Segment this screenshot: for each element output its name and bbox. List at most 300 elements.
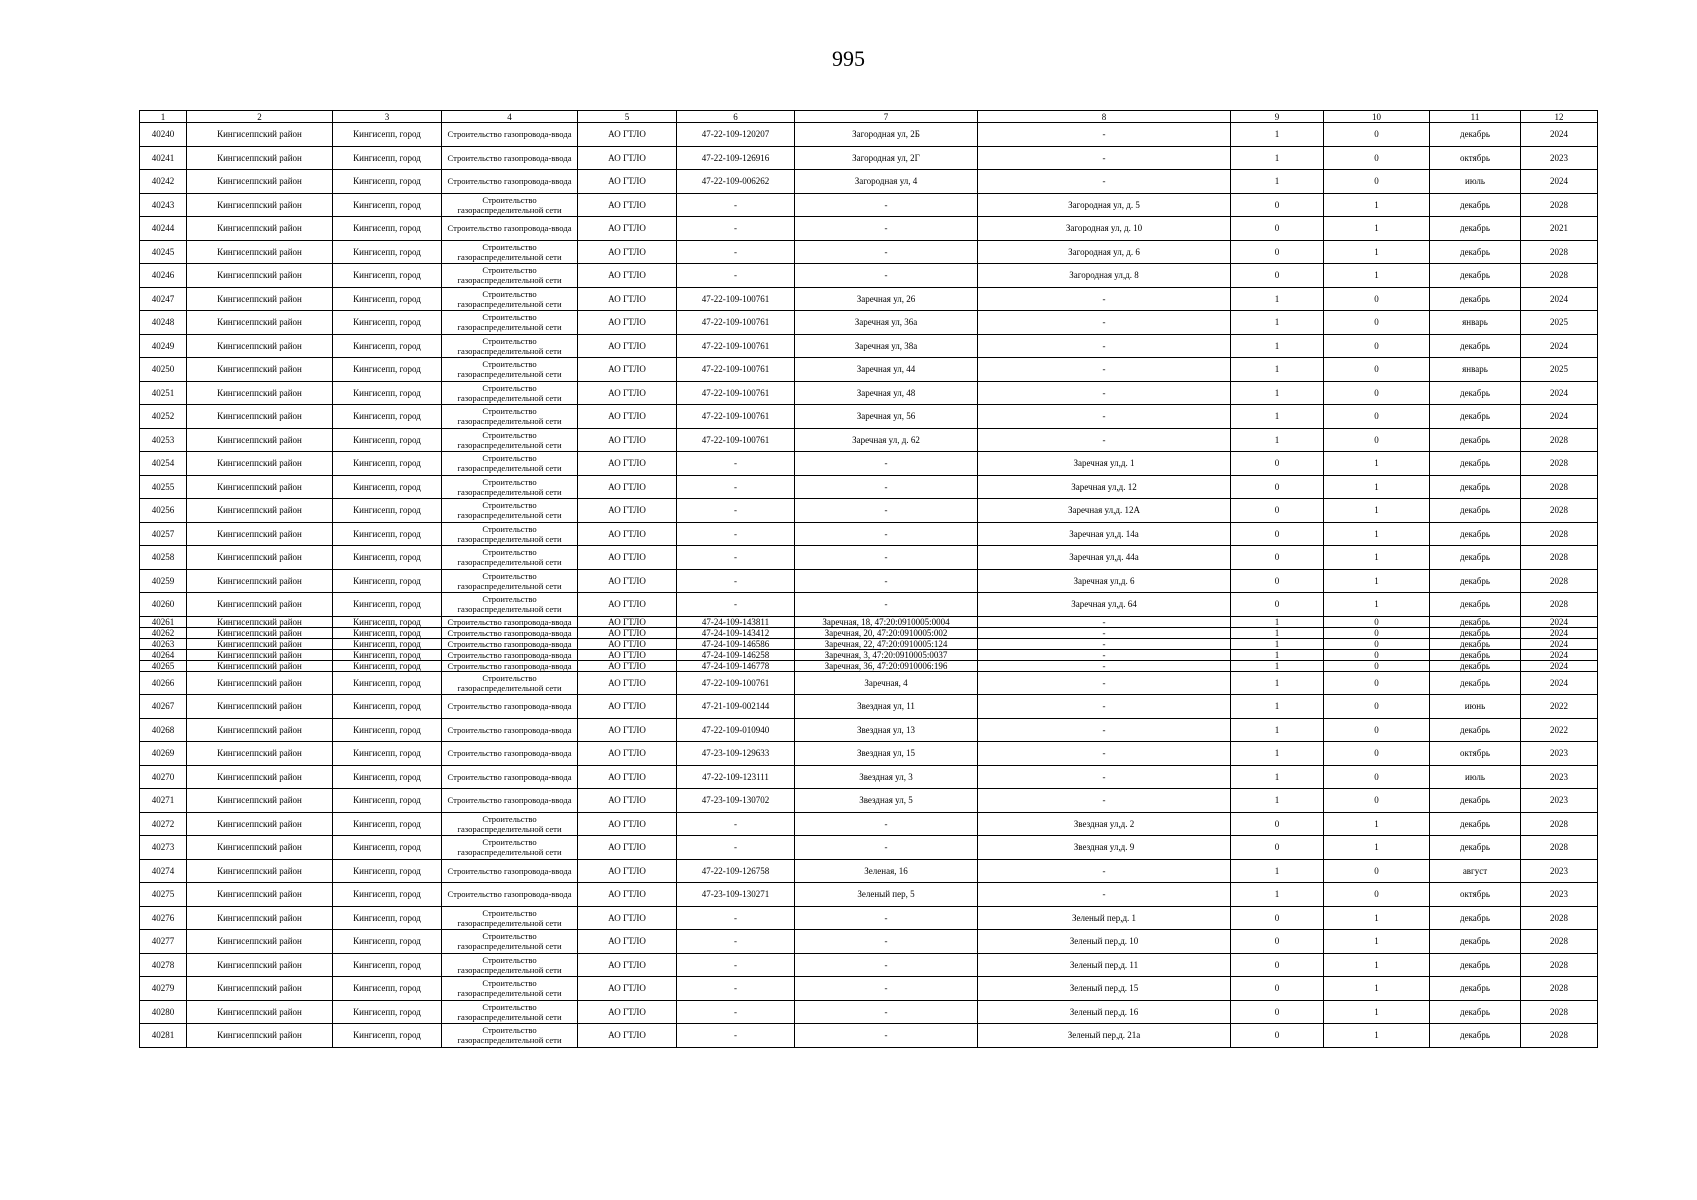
table-cell-col-4: Строительство газораспределительной сети [442,906,578,930]
table-cell-col-2: Кингисеппский район [187,311,333,335]
table-row [140,405,1598,429]
table-cell-col-4: Строительство газораспределительной сети [442,452,578,476]
table-cell-col-3: Кингисепп, город [333,170,442,194]
table-cell-col-9: 1 [1231,638,1324,649]
table-cell-col-8: - [978,428,1231,452]
table-cell-col-12: 2028 [1521,452,1598,476]
table-cell-col-10: 1 [1324,264,1430,288]
table-cell-col-4: Строительство газораспределительной сети [442,812,578,836]
table-cell-col-1: 40273 [140,836,187,860]
table-cell-col-11: декабрь [1430,930,1521,954]
table-cell-col-11: декабрь [1430,217,1521,241]
table-cell-col-6: 47-23-109-129633 [677,742,795,766]
table-cell-col-5: АО ГТЛО [578,638,677,649]
table-cell-col-12: 2028 [1521,593,1598,617]
table-cell-col-5: АО ГТЛО [578,649,677,660]
table-cell-col-9: 0 [1231,930,1324,954]
table-cell-col-5: АО ГТЛО [578,522,677,546]
table-cell-col-12: 2024 [1521,660,1598,671]
table-cell-col-9: 0 [1231,977,1324,1001]
table-cell-col-3: Кингисепп, город [333,593,442,617]
table-cell-col-7: Заречная, 22, 47:20:0910005:124 [795,638,978,649]
table-cell-col-1: 40250 [140,358,187,382]
table-cell-col-12: 2028 [1521,906,1598,930]
table-row [140,695,1598,719]
table-cell-col-3: Кингисепп, город [333,522,442,546]
table-cell-col-11: декабрь [1430,1000,1521,1024]
table-cell-col-9: 1 [1231,405,1324,429]
table-cell-col-5: АО ГТЛО [578,1000,677,1024]
table-cell-col-6: 47-24-109-143811 [677,616,795,627]
table-cell-col-12: 2022 [1521,718,1598,742]
table-cell-col-3: Кингисепп, город [333,381,442,405]
table-cell-col-10: 0 [1324,428,1430,452]
table-cell-col-12: 2022 [1521,695,1598,719]
table-cell-col-5: АО ГТЛО [578,146,677,170]
table-row [140,1024,1598,1048]
table-cell-col-1: 40265 [140,660,187,671]
table-cell-col-1: 40248 [140,311,187,335]
table-row [140,883,1598,907]
table-cell-col-7: - [795,569,978,593]
table-cell-col-1: 40271 [140,789,187,813]
table-cell-col-10: 0 [1324,638,1430,649]
table-cell-col-10: 1 [1324,546,1430,570]
table-cell-col-6: 47-22-109-120207 [677,123,795,147]
table-cell-col-8: Зеленый пер,д. 1 [978,906,1231,930]
table-cell-col-2: Кингисеппский район [187,428,333,452]
table-cell-col-11: декабрь [1430,240,1521,264]
table-cell-col-5: АО ГТЛО [578,240,677,264]
table-cell-col-8: - [978,883,1231,907]
table-cell-col-6: 47-22-109-123111 [677,765,795,789]
table-cell-col-6: - [677,475,795,499]
table-cell-col-6: 47-22-109-100761 [677,334,795,358]
table-cell-col-12: 2028 [1521,499,1598,523]
table-cell-col-6: 47-21-109-002144 [677,695,795,719]
table-cell-col-10: 1 [1324,930,1430,954]
table-cell-col-4: Строительство газораспределительной сети [442,1024,578,1048]
table-cell-col-8: - [978,718,1231,742]
table-cell-col-1: 40258 [140,546,187,570]
table-cell-col-7: Заречная, 4 [795,671,978,695]
table-cell-col-3: Кингисепп, город [333,146,442,170]
table-cell-col-2: Кингисеппский район [187,977,333,1001]
table-cell-col-6: 47-22-109-100761 [677,358,795,382]
table-cell-col-2: Кингисеппский район [187,593,333,617]
table-cell-col-10: 0 [1324,859,1430,883]
table-row [140,953,1598,977]
table-cell-col-12: 2024 [1521,627,1598,638]
table-cell-col-9: 1 [1231,742,1324,766]
table-cell-col-4: Строительство газопровода-ввода [442,123,578,147]
table-cell-col-6: - [677,217,795,241]
table-cell-col-8: Зеленый пер,д. 10 [978,930,1231,954]
table-cell-col-8: Загородная ул, д. 6 [978,240,1231,264]
table-cell-col-12: 2028 [1521,264,1598,288]
table-cell-col-7: Загородная ул, 2Б [795,123,978,147]
table-cell-col-10: 1 [1324,977,1430,1001]
table-cell-col-12: 2028 [1521,1000,1598,1024]
table-cell-col-8: Заречная ул,д. 1 [978,452,1231,476]
table-header-row [140,111,1598,123]
table-row [140,836,1598,860]
table-row [140,522,1598,546]
table-cell-col-10: 0 [1324,146,1430,170]
table-cell-col-5: АО ГТЛО [578,499,677,523]
table-cell-col-2: Кингисеппский район [187,812,333,836]
table-cell-col-4: Строительство газопровода-ввода [442,718,578,742]
table-cell-col-4: Строительство газораспределительной сети [442,1000,578,1024]
table-cell-col-6: 47-22-109-100761 [677,287,795,311]
table-row [140,859,1598,883]
table-cell-col-5: АО ГТЛО [578,742,677,766]
table-row [140,193,1598,217]
table-row [140,649,1598,660]
table-cell-col-11: январь [1430,358,1521,382]
table-cell-col-11: декабрь [1430,475,1521,499]
table-cell-col-9: 1 [1231,883,1324,907]
table-row [140,240,1598,264]
table-cell-col-4: Строительство газопровода-ввода [442,859,578,883]
table-cell-col-9: 1 [1231,428,1324,452]
table-cell-col-3: Кингисепп, город [333,405,442,429]
table-row [140,660,1598,671]
table-cell-col-7: Заречная, 18, 47:20:0910005:0004 [795,616,978,627]
table-cell-col-3: Кингисепп, город [333,475,442,499]
table-cell-col-3: Кингисепп, город [333,718,442,742]
table-cell-col-11: июнь [1430,695,1521,719]
table-cell-col-2: Кингисеппский район [187,930,333,954]
table-cell-col-7: - [795,217,978,241]
table-cell-col-8: Звездная ул,д. 2 [978,812,1231,836]
table-cell-col-10: 1 [1324,217,1430,241]
table-cell-col-6: - [677,812,795,836]
table-cell-col-7: Загородная ул, 2Г [795,146,978,170]
table-cell-col-7: - [795,953,978,977]
table-cell-col-2: Кингисеппский район [187,660,333,671]
data-table [139,110,1598,1048]
table-cell-col-2: Кингисеппский район [187,953,333,977]
table-cell-col-8: Зеленый пер,д. 15 [978,977,1231,1001]
table-cell-col-7: Заречная ул, 26 [795,287,978,311]
table-cell-col-6: - [677,977,795,1001]
table-row [140,789,1598,813]
table-cell-col-3: Кингисепп, город [333,742,442,766]
column-header-6: 6 [677,111,795,123]
table-cell-col-5: АО ГТЛО [578,381,677,405]
table-cell-col-4: Строительство газораспределительной сети [442,569,578,593]
table-cell-col-7: - [795,812,978,836]
table-cell-col-7: - [795,264,978,288]
table-cell-col-10: 0 [1324,170,1430,194]
table-cell-col-1: 40254 [140,452,187,476]
table-cell-col-6: - [677,1000,795,1024]
table-cell-col-6: - [677,906,795,930]
table-cell-col-4: Строительство газораспределительной сети [442,953,578,977]
table-cell-col-8: Заречная ул,д. 12 [978,475,1231,499]
table-cell-col-7: - [795,193,978,217]
table-cell-col-10: 1 [1324,1024,1430,1048]
table-cell-col-10: 0 [1324,381,1430,405]
table-cell-col-3: Кингисепп, город [333,789,442,813]
table-cell-col-4: Строительство газораспределительной сети [442,475,578,499]
table-cell-col-2: Кингисеппский район [187,240,333,264]
table-cell-col-1: 40244 [140,217,187,241]
column-header-5: 5 [578,111,677,123]
table-cell-col-11: декабрь [1430,836,1521,860]
table-cell-col-8: - [978,649,1231,660]
table-cell-col-3: Кингисепп, город [333,953,442,977]
table-cell-col-6: 47-22-109-126916 [677,146,795,170]
table-cell-col-2: Кингисеппский район [187,718,333,742]
table-row [140,638,1598,649]
table-cell-col-12: 2024 [1521,334,1598,358]
table-cell-col-1: 40274 [140,859,187,883]
table-cell-col-12: 2024 [1521,287,1598,311]
table-cell-col-11: декабрь [1430,428,1521,452]
table-cell-col-7: - [795,906,978,930]
table-cell-col-8: - [978,660,1231,671]
table-cell-col-12: 2023 [1521,742,1598,766]
table-cell-col-8: Заречная ул,д. 64 [978,593,1231,617]
table-cell-col-11: декабрь [1430,649,1521,660]
table-cell-col-11: декабрь [1430,499,1521,523]
table-cell-col-7: - [795,240,978,264]
table-cell-col-3: Кингисепп, город [333,452,442,476]
table-cell-col-9: 0 [1231,193,1324,217]
table-cell-col-5: АО ГТЛО [578,452,677,476]
table-cell-col-2: Кингисеппский район [187,334,333,358]
table-cell-col-5: АО ГТЛО [578,123,677,147]
table-cell-col-4: Строительство газораспределительной сети [442,358,578,382]
table-cell-col-6: - [677,593,795,617]
table-body [140,123,1598,1048]
table-cell-col-1: 40269 [140,742,187,766]
table-cell-col-7: Звездная ул, 3 [795,765,978,789]
table-cell-col-12: 2024 [1521,649,1598,660]
table-cell-col-6: - [677,546,795,570]
table-row [140,616,1598,627]
table-cell-col-12: 2028 [1521,522,1598,546]
table-cell-col-3: Кингисепп, город [333,217,442,241]
table-cell-col-12: 2028 [1521,812,1598,836]
table-cell-col-1: 40256 [140,499,187,523]
table-cell-col-7: Заречная ул, 48 [795,381,978,405]
table-cell-col-4: Строительство газораспределительной сети [442,522,578,546]
table-cell-col-8: Зеленый пер,д. 11 [978,953,1231,977]
table-cell-col-10: 0 [1324,695,1430,719]
table-cell-col-8: - [978,311,1231,335]
table-cell-col-11: декабрь [1430,906,1521,930]
table-cell-col-7: Зеленая, 16 [795,859,978,883]
table-cell-col-3: Кингисепп, город [333,287,442,311]
table-cell-col-7: - [795,930,978,954]
table-cell-col-9: 1 [1231,311,1324,335]
table-cell-col-4: Строительство газопровода-ввода [442,170,578,194]
table-cell-col-5: АО ГТЛО [578,405,677,429]
table-cell-col-8: Заречная ул,д. 12А [978,499,1231,523]
table-cell-col-11: октябрь [1430,883,1521,907]
table-cell-col-7: Звездная ул, 15 [795,742,978,766]
table-cell-col-3: Кингисепп, город [333,638,442,649]
table-cell-col-4: Строительство газопровода-ввода [442,742,578,766]
table-cell-col-9: 0 [1231,522,1324,546]
table-cell-col-12: 2028 [1521,546,1598,570]
table-cell-col-3: Кингисепп, город [333,906,442,930]
table-cell-col-9: 0 [1231,546,1324,570]
table-cell-col-6: - [677,240,795,264]
table-cell-col-12: 2025 [1521,358,1598,382]
table-cell-col-6: - [677,953,795,977]
table-cell-col-12: 2028 [1521,977,1598,1001]
table-cell-col-10: 0 [1324,883,1430,907]
table-cell-col-12: 2023 [1521,883,1598,907]
table-cell-col-11: декабрь [1430,593,1521,617]
table-cell-col-5: АО ГТЛО [578,217,677,241]
table-cell-col-10: 1 [1324,452,1430,476]
table-cell-col-5: АО ГТЛО [578,718,677,742]
table-cell-col-1: 40251 [140,381,187,405]
table-cell-col-8: - [978,789,1231,813]
table-cell-col-1: 40253 [140,428,187,452]
table-cell-col-12: 2028 [1521,193,1598,217]
table-cell-col-4: Строительство газораспределительной сети [442,546,578,570]
table-cell-col-2: Кингисеппский район [187,264,333,288]
table-cell-col-7: - [795,1024,978,1048]
table-cell-col-4: Строительство газопровода-ввода [442,695,578,719]
table-cell-col-10: 0 [1324,287,1430,311]
table-cell-col-2: Кингисеппский район [187,1000,333,1024]
table-cell-col-9: 1 [1231,146,1324,170]
table-cell-col-1: 40257 [140,522,187,546]
table-cell-col-6: - [677,1024,795,1048]
table-cell-col-4: Строительство газораспределительной сети [442,381,578,405]
table-cell-col-10: 1 [1324,593,1430,617]
table-cell-col-6: 47-24-109-146778 [677,660,795,671]
table-row [140,381,1598,405]
table-cell-col-7: - [795,977,978,1001]
table-row [140,146,1598,170]
table-cell-col-12: 2028 [1521,953,1598,977]
table-cell-col-9: 1 [1231,358,1324,382]
table-cell-col-4: Строительство газораспределительной сети [442,311,578,335]
table-cell-col-2: Кингисеппский район [187,671,333,695]
table-cell-col-9: 1 [1231,718,1324,742]
table-cell-col-10: 1 [1324,499,1430,523]
table-cell-col-7: Заречная ул, 36а [795,311,978,335]
column-header-4: 4 [442,111,578,123]
column-header-9: 9 [1231,111,1324,123]
table-cell-col-4: Строительство газораспределительной сети [442,836,578,860]
table-cell-col-8: - [978,627,1231,638]
table-cell-col-3: Кингисепп, город [333,569,442,593]
table-cell-col-1: 40264 [140,649,187,660]
table-cell-col-2: Кингисеппский район [187,695,333,719]
table-cell-col-1: 40277 [140,930,187,954]
table-cell-col-9: 0 [1231,499,1324,523]
table-cell-col-5: АО ГТЛО [578,1024,677,1048]
table-cell-col-1: 40252 [140,405,187,429]
table-cell-col-9: 0 [1231,953,1324,977]
table-cell-col-4: Строительство газопровода-ввода [442,660,578,671]
table-cell-col-3: Кингисепп, город [333,358,442,382]
table-cell-col-2: Кингисеппский район [187,193,333,217]
table-cell-col-11: декабрь [1430,1024,1521,1048]
table-cell-col-10: 0 [1324,742,1430,766]
table-cell-col-7: Заречная, 3, 47:20:0910005:0037 [795,649,978,660]
table-row [140,546,1598,570]
table-cell-col-10: 1 [1324,812,1430,836]
table-row [140,170,1598,194]
table-cell-col-6: 47-24-109-143412 [677,627,795,638]
table-cell-col-7: - [795,836,978,860]
table-cell-col-5: АО ГТЛО [578,170,677,194]
table-cell-col-5: АО ГТЛО [578,334,677,358]
table-cell-col-4: Строительство газораспределительной сети [442,593,578,617]
table-cell-col-2: Кингисеппский район [187,358,333,382]
table-cell-col-12: 2023 [1521,765,1598,789]
table-cell-col-1: 40266 [140,671,187,695]
table-row [140,906,1598,930]
table-cell-col-7: Заречная ул, 38а [795,334,978,358]
table-cell-col-12: 2021 [1521,217,1598,241]
table-cell-col-7: Загородная ул, 4 [795,170,978,194]
table-cell-col-1: 40245 [140,240,187,264]
table-cell-col-1: 40267 [140,695,187,719]
table-cell-col-7: Заречная ул, 56 [795,405,978,429]
table-cell-col-4: Строительство газораспределительной сети [442,334,578,358]
table-cell-col-11: декабрь [1430,812,1521,836]
table-cell-col-8: - [978,695,1231,719]
table-cell-col-10: 0 [1324,405,1430,429]
table-cell-col-5: АО ГТЛО [578,812,677,836]
table-cell-col-10: 1 [1324,1000,1430,1024]
table-cell-col-9: 0 [1231,1024,1324,1048]
table-cell-col-10: 0 [1324,649,1430,660]
table-row [140,358,1598,382]
table-cell-col-11: декабрь [1430,627,1521,638]
table-cell-col-6: 47-22-109-010940 [677,718,795,742]
table-cell-col-10: 1 [1324,569,1430,593]
table-cell-col-10: 1 [1324,906,1430,930]
table-cell-col-3: Кингисепп, город [333,765,442,789]
table-cell-col-6: 47-22-109-126758 [677,859,795,883]
table-cell-col-9: 1 [1231,616,1324,627]
table-cell-col-1: 40275 [140,883,187,907]
table-cell-col-6: - [677,836,795,860]
table-cell-col-9: 1 [1231,170,1324,194]
table-cell-col-2: Кингисеппский район [187,475,333,499]
table-cell-col-8: - [978,146,1231,170]
table-cell-col-8: - [978,334,1231,358]
table-cell-col-6: - [677,522,795,546]
table-cell-col-11: декабрь [1430,638,1521,649]
table-cell-col-8: Звездная ул,д. 9 [978,836,1231,860]
table-cell-col-9: 1 [1231,660,1324,671]
table-cell-col-4: Строительство газопровода-ввода [442,146,578,170]
table-cell-col-9: 0 [1231,906,1324,930]
table-cell-col-8: Заречная ул,д. 6 [978,569,1231,593]
table-cell-col-5: АО ГТЛО [578,311,677,335]
table-row [140,217,1598,241]
table-cell-col-9: 1 [1231,649,1324,660]
table-cell-col-7: - [795,475,978,499]
table-cell-col-5: АО ГТЛО [578,953,677,977]
table-cell-col-3: Кингисепп, город [333,671,442,695]
table-cell-col-2: Кингисеппский район [187,381,333,405]
table-cell-col-2: Кингисеппский район [187,546,333,570]
